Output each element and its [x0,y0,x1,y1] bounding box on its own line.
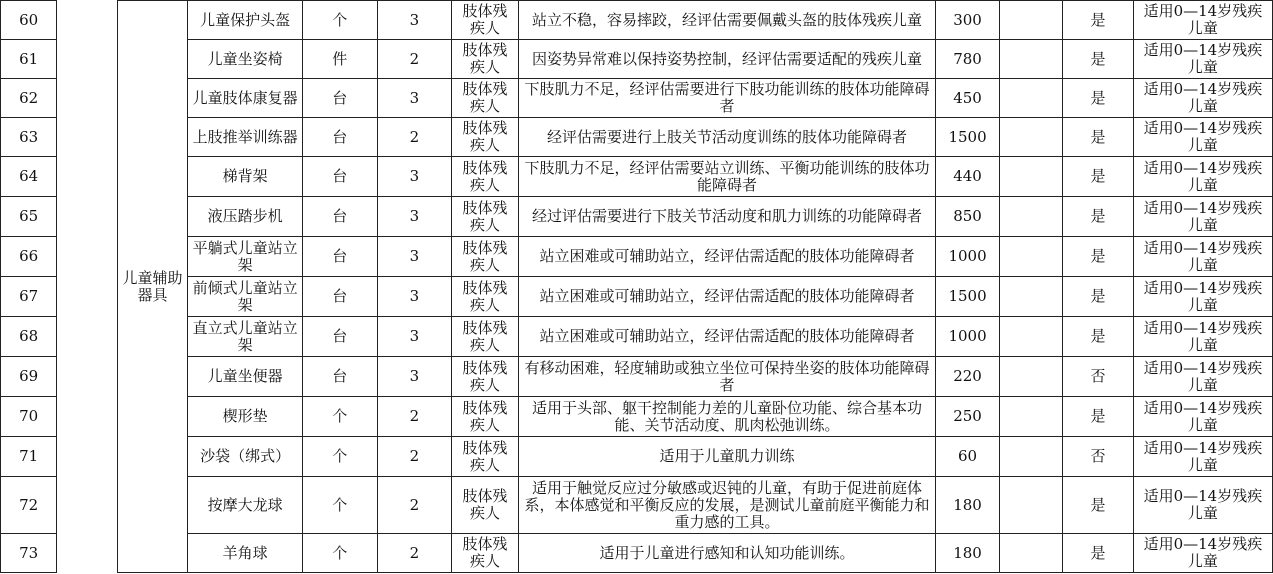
flag-cell: 是 [1063,277,1134,317]
row-number: 65 [1,197,57,237]
table-row [1,197,1273,237]
gap-cell [57,534,117,573]
row-number: 61 [1,40,57,79]
note-cell: 适用0—14岁残疾儿童 [1133,79,1272,118]
price-cell: 1000 [936,237,999,277]
level-cell: 2 [377,40,452,79]
note-cell: 适用0—14岁残疾儿童 [1133,118,1272,157]
level-cell: 3 [377,79,452,118]
target-cell: 肢体残疾人 [452,197,519,237]
note-cell: 适用0—14岁残疾儿童 [1133,157,1272,197]
unit-cell: 个 [302,534,377,573]
flag-cell: 是 [1063,397,1134,437]
flag-cell: 否 [1063,357,1134,397]
product-name: 沙袋（绑式） [188,437,303,477]
row-number: 72 [1,477,57,534]
blank-cell [999,277,1062,317]
note-cell: 适用0—14岁残疾儿童 [1133,437,1272,477]
product-name: 直立式儿童站立架 [188,317,303,357]
product-name: 液压踏步机 [188,197,303,237]
level-cell: 2 [377,477,452,534]
level-cell: 2 [377,534,452,573]
condition-cell: 经评估需要进行上肢关节活动度训练的肢体功能障碍者 [518,118,936,157]
row-number: 68 [1,317,57,357]
product-name: 儿童坐姿椅 [188,40,303,79]
gap-cell [57,197,117,237]
level-cell: 3 [377,197,452,237]
product-name: 羊角球 [188,534,303,573]
flag-cell: 是 [1063,534,1134,573]
blank-cell [999,197,1062,237]
level-cell: 2 [377,118,452,157]
price-cell: 1500 [936,277,999,317]
level-cell: 2 [377,397,452,437]
table-row [1,317,1273,357]
level-cell: 2 [377,437,452,477]
blank-cell [999,40,1062,79]
target-cell: 肢体残疾人 [452,437,519,477]
price-cell: 850 [936,197,999,237]
row-number: 70 [1,397,57,437]
condition-cell: 站立困难或可辅助站立，经评估需适配的肢体功能障碍者 [518,317,936,357]
condition-cell: 适用于儿童进行感知和认知功能训练。 [518,534,936,573]
price-cell: 180 [936,534,999,573]
condition-cell: 下肢肌力不足，经评估需要站立训练、平衡功能训练的肢体功能障碍者 [518,157,936,197]
level-cell: 3 [377,1,452,40]
blank-cell [999,317,1062,357]
level-cell: 3 [377,237,452,277]
target-cell: 肢体残疾人 [452,118,519,157]
category-cell [117,1,188,573]
price-cell: 300 [936,1,999,40]
unit-cell: 台 [302,118,377,157]
target-cell: 肢体残疾人 [452,1,519,40]
flag-cell: 是 [1063,197,1134,237]
condition-cell: 站立困难或可辅助站立，经评估需适配的肢体功能障碍者 [518,277,936,317]
price-cell: 180 [936,477,999,534]
gap-cell [57,118,117,157]
gap-cell [57,357,117,397]
target-cell: 肢体残疾人 [452,317,519,357]
table-row [1,437,1273,477]
note-cell: 适用0—14岁残疾儿童 [1133,237,1272,277]
table-body [1,1,1273,573]
gap-cell [57,477,117,534]
unit-cell: 台 [302,317,377,357]
condition-cell: 因姿势异常难以保持姿势控制，经评估需要适配的残疾儿童 [518,40,936,79]
condition-cell: 适用于头部、躯干控制能力差的儿童卧位功能、综合基本功能、关节活动度、肌肉松弛训练。 [518,397,936,437]
product-name: 按摩大龙球 [188,477,303,534]
flag-cell: 是 [1063,79,1134,118]
level-cell: 3 [377,157,452,197]
product-name: 儿童肢体康复器 [188,79,303,118]
row-number: 71 [1,437,57,477]
note-cell: 适用0—14岁残疾儿童 [1133,317,1272,357]
category-label: 儿童辅助器具 [122,268,183,304]
product-name: 上肢推举训练器 [188,118,303,157]
gap-cell [57,79,117,118]
unit-cell: 件 [302,40,377,79]
table-row [1,357,1273,397]
target-cell: 肢体残疾人 [452,40,519,79]
target-cell: 肢体残疾人 [452,357,519,397]
target-cell: 肢体残疾人 [452,157,519,197]
gap-cell [57,1,117,40]
blank-cell [999,397,1062,437]
product-name: 儿童保护头盔 [188,1,303,40]
price-cell: 1500 [936,118,999,157]
blank-cell [999,534,1062,573]
note-cell: 适用0—14岁残疾儿童 [1133,534,1272,573]
unit-cell: 个 [302,437,377,477]
level-cell: 3 [377,277,452,317]
price-cell: 250 [936,397,999,437]
target-cell: 肢体残疾人 [452,277,519,317]
unit-cell: 台 [302,157,377,197]
blank-cell [999,1,1062,40]
blank-cell [999,237,1062,277]
product-name: 平躺式儿童站立架 [188,237,303,277]
flag-cell: 是 [1063,118,1134,157]
target-cell: 肢体残疾人 [452,397,519,437]
flag-cell: 是 [1063,40,1134,79]
unit-cell: 台 [302,79,377,118]
blank-cell [999,79,1062,118]
table-row [1,477,1273,534]
product-name: 儿童坐便器 [188,357,303,397]
product-name: 楔形垫 [188,397,303,437]
unit-cell: 台 [302,197,377,237]
flag-cell: 是 [1063,477,1134,534]
note-cell: 适用0—14岁残疾儿童 [1133,1,1272,40]
row-number: 60 [1,1,57,40]
flag-cell: 是 [1063,317,1134,357]
condition-cell: 有移动困难，轻度辅助或独立坐位可保持坐姿的肢体功能障碍者 [518,357,936,397]
blank-cell [999,437,1062,477]
gap-cell [57,437,117,477]
target-cell: 肢体残疾人 [452,79,519,118]
table-row [1,157,1273,197]
price-cell: 220 [936,357,999,397]
blank-cell [999,118,1062,157]
table-row [1,397,1273,437]
blank-cell [999,157,1062,197]
row-number: 73 [1,534,57,573]
flag-cell: 是 [1063,157,1134,197]
gap-cell [57,397,117,437]
gap-cell [57,40,117,79]
condition-cell: 适用于触觉反应过分敏感或迟钝的儿童，有助于促进前庭体系，本体感觉和平衡反应的发展，是测试儿童前庭平衡能力和重力感的工具。 [518,477,936,534]
condition-cell: 站立困难或可辅助站立，经评估需适配的肢体功能障碍者 [518,237,936,277]
table-row [1,118,1273,157]
level-cell: 3 [377,317,452,357]
unit-cell: 个 [302,1,377,40]
gap-cell [57,317,117,357]
unit-cell: 个 [302,477,377,534]
table-row [1,79,1273,118]
condition-cell: 下肢肌力不足，经评估需要进行下肢功能训练的肢体功能障碍者 [518,79,936,118]
condition-cell: 适用于儿童肌力训练 [518,437,936,477]
row-number: 63 [1,118,57,157]
unit-cell: 台 [302,277,377,317]
price-cell: 440 [936,157,999,197]
note-cell: 适用0—14岁残疾儿童 [1133,357,1272,397]
unit-cell: 个 [302,397,377,437]
product-name: 前倾式儿童站立架 [188,277,303,317]
table-row [1,237,1273,277]
flag-cell: 是 [1063,1,1134,40]
unit-cell: 台 [302,357,377,397]
table-row [1,1,1273,40]
table-row [1,534,1273,573]
gap-cell [57,237,117,277]
gap-cell [57,277,117,317]
row-number: 69 [1,357,57,397]
row-number: 62 [1,79,57,118]
level-cell: 3 [377,357,452,397]
row-number: 66 [1,237,57,277]
table-row [1,40,1273,79]
target-cell: 肢体残疾人 [452,237,519,277]
product-name: 梯背架 [188,157,303,197]
price-cell: 60 [936,437,999,477]
note-cell: 适用0—14岁残疾儿童 [1133,40,1272,79]
gap-cell [57,157,117,197]
price-cell: 780 [936,40,999,79]
blank-cell [999,357,1062,397]
row-number: 64 [1,157,57,197]
flag-cell: 是 [1063,237,1134,277]
flag-cell: 否 [1063,437,1134,477]
target-cell: 肢体残疾人 [452,534,519,573]
note-cell: 适用0—14岁残疾儿童 [1133,477,1272,534]
blank-cell [999,477,1062,534]
note-cell: 适用0—14岁残疾儿童 [1133,197,1272,237]
unit-cell: 台 [302,237,377,277]
note-cell: 适用0—14岁残疾儿童 [1133,397,1272,437]
price-cell: 1000 [936,317,999,357]
table-row [1,277,1273,317]
note-cell: 适用0—14岁残疾儿童 [1133,277,1272,317]
price-cell: 450 [936,79,999,118]
target-cell: 肢体残疾人 [452,477,519,534]
condition-cell: 经过评估需要进行下肢关节活动度和肌力训练的功能障碍者 [518,197,936,237]
condition-cell: 站立不稳，容易摔跤，经评估需要佩戴头盔的肢体残疾儿童 [518,1,936,40]
row-number: 67 [1,277,57,317]
